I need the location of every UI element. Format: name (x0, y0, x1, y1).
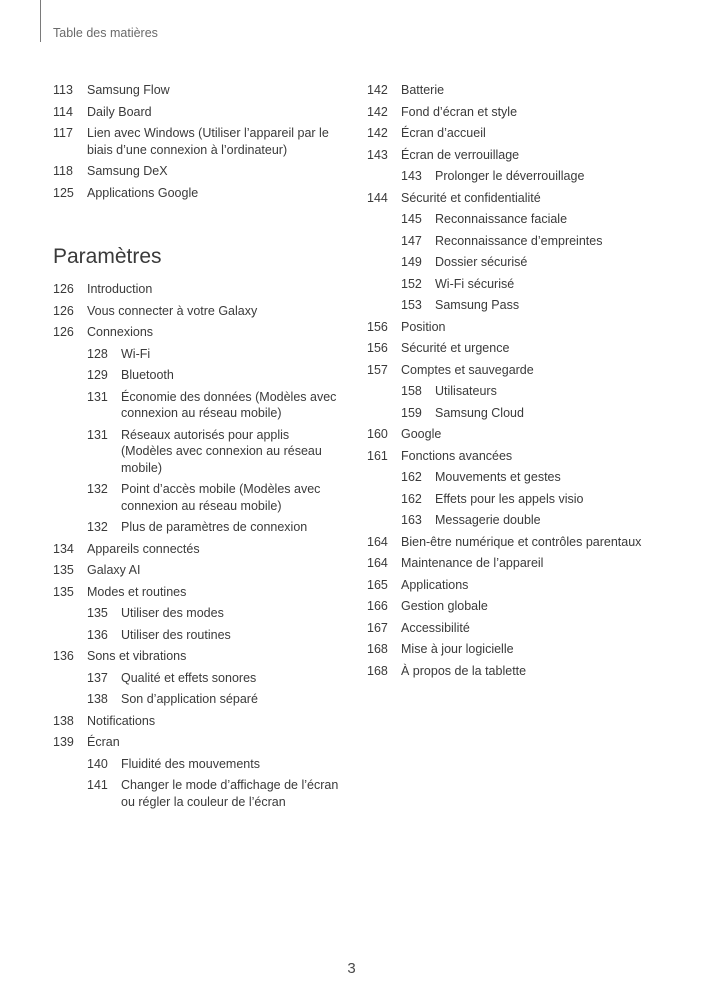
toc-entry-page: 142 (367, 104, 388, 119)
toc-entry-page: 159 (401, 405, 422, 420)
toc-entry-title: Samsung Pass (435, 298, 520, 312)
toc-entry[interactable] (367, 190, 687, 207)
toc-entry[interactable] (367, 319, 687, 336)
toc-list-right (367, 82, 687, 679)
toc-entry-title: Qualité et effets sonores (121, 670, 257, 685)
toc-entry[interactable] (53, 324, 343, 341)
toc-entry[interactable] (53, 481, 343, 514)
toc-entry-page: 137 (87, 670, 108, 685)
toc-entry[interactable] (367, 276, 687, 293)
toc-entry-title: Bien-être numérique et contrôles parentaux (401, 534, 642, 549)
toc-entry-title: Messagerie double (435, 513, 541, 527)
toc-entry-title: Modes et routines (87, 584, 187, 599)
toc-entry-title: Google (401, 427, 442, 441)
toc-entry-page: 125 (53, 185, 74, 200)
toc-entry[interactable] (367, 125, 687, 142)
toc-entry-page: 156 (367, 341, 388, 355)
toc-entry-title: Sécurité et urgence (401, 341, 510, 355)
toc-entry-title: Lien avec Windows (Utiliser l’appareil par le biais d’une connexion à l’ordinateur) (87, 126, 329, 157)
toc-entry-page: 166 (367, 599, 388, 613)
toc-entry-page: 126 (53, 282, 74, 296)
toc-entry-page: 156 (367, 319, 388, 334)
toc-entry-page: 157 (367, 362, 388, 377)
section-title: Paramètres (53, 245, 162, 268)
toc-entry[interactable] (53, 281, 343, 298)
toc-entry-title: Applications (401, 577, 469, 592)
toc-entry-page: 118 (53, 164, 73, 178)
toc-entry-title: Reconnaissance d’empreintes (435, 233, 603, 248)
toc-entry-title: Samsung DeX (87, 164, 168, 178)
toc-entry-page: 160 (367, 427, 388, 441)
toc-entry-title: Fluidité des mouvements (121, 756, 260, 771)
toc-entry-title: Samsung Flow (87, 83, 170, 97)
toc-entry[interactable] (367, 405, 687, 422)
toc-entry-page: 162 (401, 470, 422, 484)
toc-entry[interactable] (367, 448, 687, 465)
toc-entry-title: Sons et vibrations (87, 649, 187, 663)
toc-entry-page: 140 (87, 756, 108, 771)
toc-entry-page: 163 (401, 513, 422, 527)
toc-entry-title: Maintenance de l’appareil (401, 556, 544, 570)
toc-entry-page: 136 (53, 649, 74, 663)
toc-entry-page: 135 (53, 563, 74, 577)
toc-entry-title: Gestion globale (401, 599, 488, 613)
toc-entry[interactable] (367, 340, 687, 357)
toc-entry-page: 153 (401, 298, 422, 312)
toc-entry-title: Wi-Fi sécurisé (435, 276, 515, 291)
toc-entry-title: Utiliser des modes (121, 606, 224, 620)
toc-entry[interactable] (367, 297, 687, 314)
toc-entry[interactable] (53, 389, 343, 422)
toc-entry[interactable] (367, 663, 687, 680)
toc-entry-page: 164 (367, 556, 388, 570)
toc-entry-title: Dossier sécurisé (435, 255, 528, 269)
toc-entry-title: Utiliser des routines (121, 627, 231, 642)
toc-entry-page: 164 (367, 534, 388, 549)
toc-entry-page: 113 (53, 83, 73, 97)
toc-entry[interactable] (367, 233, 687, 250)
toc-entry-title: Fond d’écran et style (401, 104, 518, 119)
page-number: 3 (347, 960, 356, 977)
toc-entry[interactable] (367, 469, 687, 486)
toc-entry-title: Vous connecter à votre Galaxy (87, 303, 258, 318)
toc-entry-page: 131 (87, 427, 108, 442)
toc-entry-page: 152 (401, 276, 422, 291)
toc-entry-page: 131 (87, 389, 108, 404)
toc-entry-page: 143 (367, 147, 388, 162)
toc-entry-title: Notifications (87, 713, 156, 728)
toc-entry[interactable] (53, 691, 343, 708)
toc-entry-page: 126 (53, 303, 74, 318)
toc-entry[interactable] (53, 104, 343, 121)
page-header-title: Table des matières (53, 26, 158, 40)
toc-entry[interactable] (53, 670, 343, 687)
toc-entry-page: 167 (367, 620, 388, 635)
toc-entry-page: 114 (53, 104, 73, 119)
toc-entry[interactable] (367, 491, 687, 508)
toc-entry-title: Écran de verrouillage (401, 147, 520, 162)
toc-entry-title: Son d’application séparé (121, 692, 258, 706)
toc-entry-page: 141 (87, 778, 108, 792)
toc-entry-page: 138 (87, 692, 108, 706)
toc-entry[interactable] (53, 648, 343, 665)
toc-entry-page: 132 (87, 520, 108, 534)
toc-entry-page: 136 (87, 627, 108, 642)
toc-entry[interactable] (367, 426, 687, 443)
toc-entry[interactable] (53, 185, 343, 202)
toc-entry-title: Sécurité et confidentialité (401, 190, 541, 205)
toc-entry[interactable] (53, 541, 343, 558)
toc-entry-title: Batterie (401, 83, 445, 97)
toc-entry-title: Samsung Cloud (435, 405, 524, 420)
toc-entry[interactable] (53, 734, 343, 751)
toc-entry-page: 161 (367, 448, 388, 463)
toc-entry-title: Daily Board (87, 104, 152, 119)
toc-entry-page: 145 (401, 212, 422, 226)
toc-entry-page: 143 (401, 169, 422, 183)
toc-entry-title: Écran (87, 735, 120, 749)
toc-entry-title: Écran d’accueil (401, 126, 486, 140)
toc-entry[interactable] (367, 598, 687, 615)
toc-entry[interactable] (367, 555, 687, 572)
toc-entry-page: 135 (87, 606, 108, 620)
toc-entry-title: Changer le mode d’affichage de l’écran ou régler la couleur de l’écran (121, 778, 339, 809)
toc-entry-title: Galaxy AI (87, 563, 141, 577)
toc-entry[interactable] (367, 383, 687, 400)
toc-entry-title: Accessibilité (401, 620, 470, 635)
toc-entry-page: 168 (367, 663, 388, 678)
toc-entry-title: Économie des données (Modèles avec connexion au réseau mobile) (121, 389, 337, 420)
toc-entry-title: Connexions (87, 325, 154, 339)
toc-entry-page: 147 (401, 233, 422, 248)
toc-entry[interactable] (53, 163, 343, 180)
toc-entry-page: 149 (401, 255, 422, 269)
toc-entry[interactable] (53, 367, 343, 384)
toc-entry-title: Prolonger le déverrouillage (435, 169, 585, 183)
toc-left-column (53, 82, 343, 815)
toc-entry-title: Fonctions avancées (401, 448, 513, 463)
toc-entry-page: 129 (87, 368, 108, 382)
toc-entry[interactable] (53, 303, 343, 320)
toc-entry-title: Plus de paramètres de connexion (121, 520, 308, 534)
toc-entry-page: 158 (401, 384, 422, 398)
toc-entry[interactable] (53, 713, 343, 730)
toc-entry[interactable] (367, 577, 687, 594)
toc-entry-title: Réseaux autorisés pour applis (Modèles avec connexion au réseau mobile) (121, 427, 322, 475)
toc-entry[interactable] (53, 427, 343, 477)
toc-entry[interactable] (53, 346, 343, 363)
toc-entry-title: Appareils connectés (87, 541, 200, 556)
toc-entry-page: 128 (87, 346, 108, 361)
toc-entry[interactable] (367, 534, 687, 551)
toc-entry-title: À propos de la tablette (401, 663, 527, 678)
toc-entry[interactable] (367, 147, 687, 164)
toc-entry-title: Wi-Fi (121, 346, 151, 361)
toc-entry[interactable] (53, 562, 343, 579)
toc-entry-title: Mise à jour logicielle (401, 642, 514, 656)
toc-list-left-top (53, 82, 343, 201)
toc-entry-title: Effets pour les appels visio (435, 491, 584, 506)
toc-entry-title: Position (401, 319, 446, 334)
toc-entry[interactable] (53, 605, 343, 622)
toc-entry-title: Reconnaissance faciale (435, 212, 568, 226)
header-rule (40, 0, 41, 42)
toc-entry[interactable] (367, 211, 687, 228)
toc-entry[interactable] (367, 620, 687, 637)
toc-entry[interactable] (367, 82, 687, 99)
toc-entry-page: 139 (53, 735, 74, 749)
toc-entry[interactable] (367, 512, 687, 529)
toc-entry[interactable] (53, 756, 343, 773)
toc-entry-title: Applications Google (87, 185, 199, 200)
toc-entry-page: 135 (53, 584, 74, 599)
toc-entry[interactable] (367, 168, 687, 185)
toc-entry-page: 144 (367, 190, 388, 205)
toc-entry-page: 126 (53, 325, 74, 339)
toc-entry-page: 138 (53, 713, 74, 728)
toc-entry-title: Bluetooth (121, 368, 174, 382)
toc-entry-page: 142 (367, 126, 388, 140)
toc-entry[interactable] (367, 104, 687, 121)
toc-entry-page: 165 (367, 577, 388, 592)
toc-entry-title: Comptes et sauvegarde (401, 362, 534, 377)
toc-entry-page: 132 (87, 482, 108, 496)
toc-entry[interactable] (53, 584, 343, 601)
toc-entry-page: 168 (367, 642, 388, 656)
toc-entry[interactable] (53, 125, 343, 158)
toc-entry-title: Introduction (87, 282, 153, 296)
toc-entry[interactable] (53, 519, 343, 536)
toc-entry[interactable] (367, 362, 687, 379)
toc-entry[interactable] (53, 82, 343, 99)
toc-entry-page: 134 (53, 541, 74, 556)
toc-entry-page: 142 (367, 83, 388, 97)
toc-entry[interactable] (53, 777, 343, 810)
toc-entry[interactable] (367, 641, 687, 658)
toc-entry-title: Mouvements et gestes (435, 470, 561, 484)
toc-right-column (367, 82, 687, 684)
toc-entry-page: 162 (401, 491, 422, 506)
toc-entry[interactable] (53, 627, 343, 644)
toc-entry-page: 117 (53, 126, 73, 140)
toc-list-left-bottom (53, 281, 343, 810)
toc-entry-title: Point d’accès mobile (Modèles avec connexion au réseau mobile) (121, 482, 321, 513)
toc-entry[interactable] (367, 254, 687, 271)
toc-entry-title: Utilisateurs (435, 384, 497, 398)
